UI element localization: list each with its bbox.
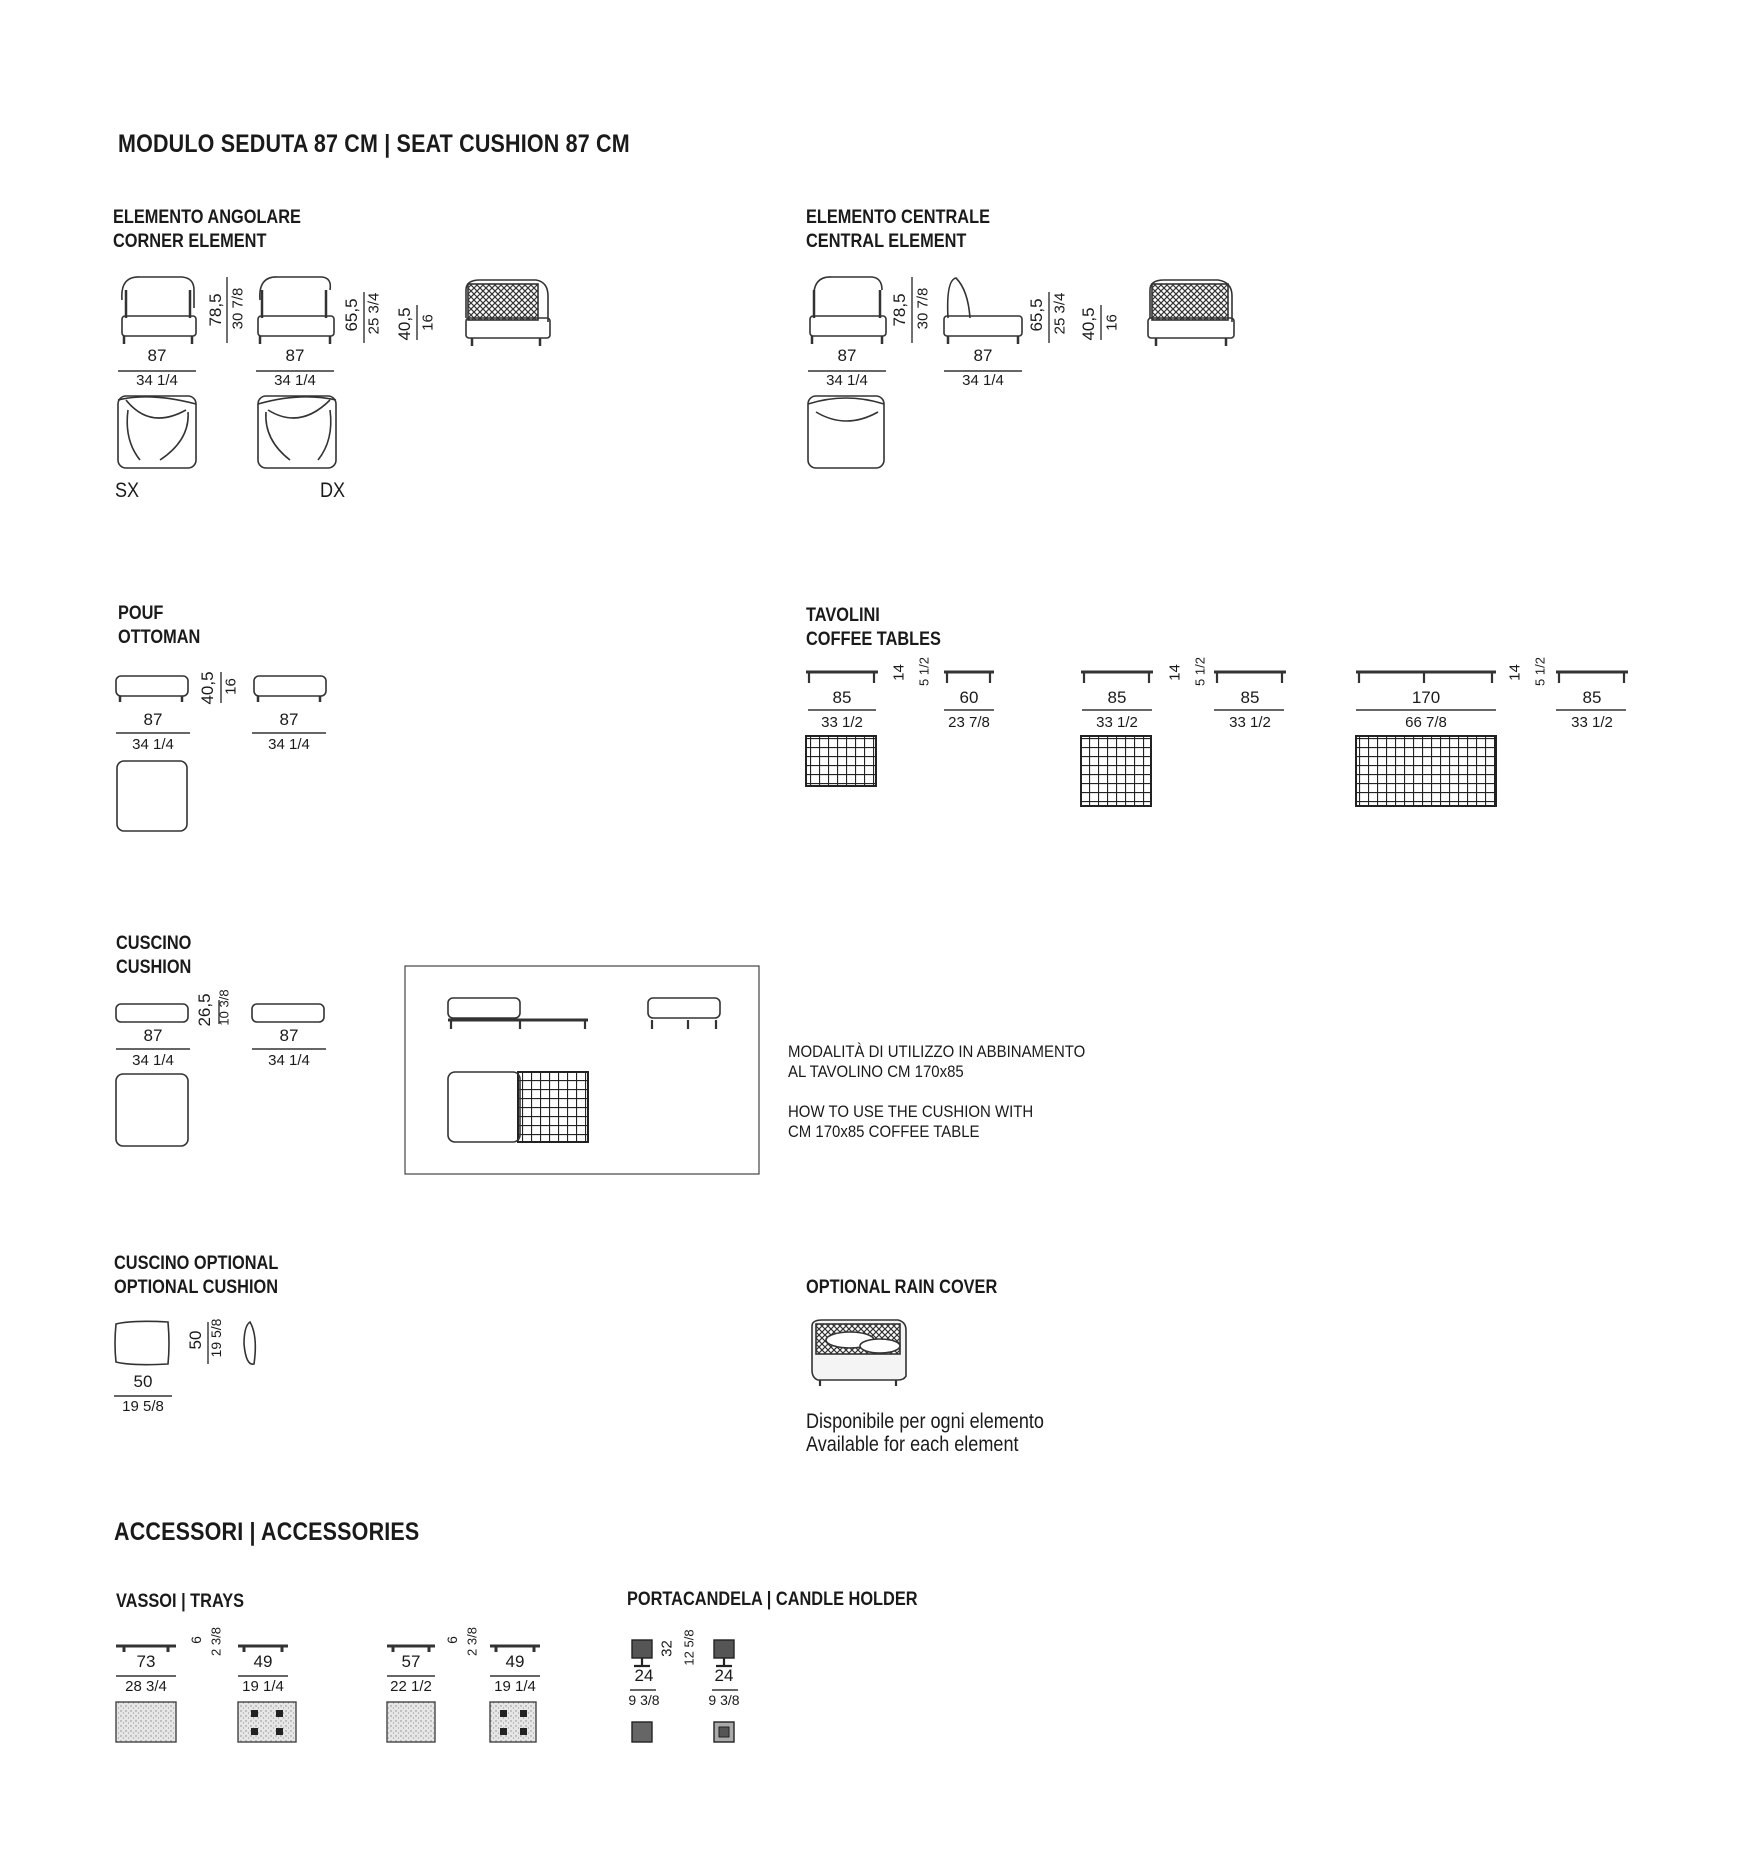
dim-table-w6: 85 (1582, 688, 1602, 707)
dim-pouf-w1: 87 (143, 710, 163, 729)
optional-cushion-side (244, 1322, 255, 1364)
candle-top-2 (714, 1722, 734, 1742)
rain-cover-heading: OPTIONAL RAIN COVER (806, 1277, 998, 1298)
dim-opt-h: 50 (186, 1330, 205, 1350)
dim-table-w2: 60 (959, 688, 979, 707)
dim-table-h-a: 14 (890, 664, 908, 681)
label-sx: SX (115, 479, 140, 502)
dim-central-w1: 87 (837, 346, 857, 365)
dim-tray-h-b: 6 (444, 1636, 460, 1644)
candle-holder-heading: PORTACANDELA | CANDLE HOLDER (627, 1589, 918, 1610)
dim-pouf-h: 40,5 (198, 671, 217, 705)
optional-cushion-heading: CUSCINO OPTIONAL OPTIONAL CUSHION (114, 1253, 279, 1298)
pouf-heading: POUF OTTOMAN (118, 603, 201, 648)
pouf-side-view (254, 676, 326, 702)
dim-candle-h: 32 (658, 1640, 676, 1657)
dim-central-h3: 40,5 (1079, 307, 1098, 341)
dim-table-w4-in: 33 1/2 (1229, 714, 1271, 731)
label-dx: DX (320, 479, 346, 502)
dim-central-h3-in: 16 (1103, 314, 1121, 331)
tables-heading: TAVOLINI COFFEE TABLES (806, 605, 941, 650)
dim-tray-h-a: 6 (188, 1636, 204, 1644)
dim-opt-w: 50 (133, 1372, 153, 1391)
dim-central-w1-in: 34 1/4 (826, 372, 868, 389)
cushion-side-view (252, 1004, 324, 1022)
dim-cushion-w2: 87 (279, 1026, 299, 1045)
tray-49-top (238, 1702, 296, 1742)
tray-73-top (116, 1702, 176, 1742)
tray-57-top (387, 1702, 435, 1742)
usage-top-cushion (448, 1072, 520, 1142)
dim-cushion-h: 26,5 (195, 993, 214, 1027)
dim-table-w5: 170 (1411, 688, 1441, 707)
dim-corner-h2: 65,5 (342, 298, 361, 332)
tray-49b-top (490, 1702, 536, 1742)
dim-pouf-w2: 87 (279, 710, 299, 729)
rain-cover-note: Disponibile per ogni elemento Available for each element (806, 1410, 1044, 1456)
dim-table-w4: 85 (1240, 688, 1260, 707)
dim-tray-w4: 49 (505, 1652, 525, 1671)
usage-top-table (518, 1072, 588, 1142)
dim-candle-w1-in: 9 3/8 (628, 1692, 660, 1708)
dim-table-w3-in: 33 1/2 (1096, 714, 1138, 731)
corner-heading: ELEMENTO ANGOLARE CORNER ELEMENT (113, 207, 301, 252)
dim-corner-w1-in: 34 1/4 (136, 372, 178, 389)
dim-central-h1-in: 30 7/8 (914, 287, 932, 330)
dim-tray-w2: 49 (253, 1652, 273, 1671)
dim-corner-h2-in: 25 3/4 (365, 292, 383, 335)
dim-corner-h1: 78,5 (206, 293, 225, 327)
dim-central-h1: 78,5 (890, 293, 909, 327)
dim-candle-w1: 24 (634, 1666, 654, 1685)
usage-side-combo-2 (648, 998, 720, 1029)
dim-cushion-w2-in: 34 1/4 (268, 1052, 310, 1069)
dim-table-w5-in: 66 7/8 (1405, 714, 1447, 731)
dim-central-w2-in: 34 1/4 (962, 372, 1004, 389)
dim-tray-w3-in: 22 1/2 (390, 1678, 432, 1695)
dim-table-h-a-in: 5 1/2 (916, 657, 932, 686)
accessories-heading: ACCESSORI | ACCESSORIES (114, 1518, 420, 1546)
dim-candle-w2-in: 9 3/8 (708, 1692, 740, 1708)
dim-corner-h3: 40,5 (395, 307, 414, 341)
table-60-side (944, 672, 994, 683)
dim-tray-h-b-in: 2 3/8 (464, 1627, 480, 1656)
dim-cushion-h-in: 10 3/8 (216, 989, 232, 1026)
dim-candle-h-in: 12 5/8 (681, 1629, 697, 1666)
dim-tray-w1-in: 28 3/4 (125, 1678, 167, 1695)
table-170-top (1356, 736, 1496, 806)
cushion-front-view (116, 1004, 188, 1022)
corner-front-view (122, 277, 196, 344)
central-top-view (808, 396, 884, 468)
central-front-view (810, 277, 886, 344)
pouf-top-view (117, 761, 187, 831)
table-85-top (806, 736, 876, 786)
corner-side-view (466, 280, 550, 346)
usage-side-combo (448, 998, 588, 1029)
dim-table-h-c: 14 (1506, 664, 1524, 681)
corner-top-view-dx (258, 396, 336, 468)
central-back-view (1148, 280, 1234, 346)
table-85c-side (1214, 672, 1286, 683)
dim-table-h-b: 14 (1166, 664, 1184, 681)
dim-table-w1-in: 33 1/2 (821, 714, 863, 731)
dim-corner-w1: 87 (147, 346, 167, 365)
dim-corner-h1-in: 30 7/8 (229, 287, 247, 330)
dim-table-w2-in: 23 7/8 (948, 714, 990, 731)
dim-tray-h-a-in: 2 3/8 (208, 1627, 224, 1656)
dim-tray-w4-in: 19 1/4 (494, 1678, 536, 1695)
cushion-top-view (116, 1074, 188, 1146)
trays-heading: VASSOI | TRAYS (116, 1591, 245, 1612)
central-side-view (944, 278, 1022, 344)
dim-tray-w1: 73 (136, 1652, 156, 1671)
table-85b-top (1081, 736, 1151, 806)
table-85d-side (1556, 672, 1628, 683)
candle-top-1 (632, 1722, 652, 1742)
dim-corner-w2: 87 (285, 346, 305, 365)
cushion-heading: CUSCINO CUSHION (116, 933, 192, 978)
page-title: MODULO SEDUTA 87 CM | SEAT CUSHION 87 CM (118, 130, 630, 158)
candle-side-1 (632, 1640, 652, 1666)
dim-central-w2: 87 (973, 346, 993, 365)
candle-side-2 (714, 1640, 734, 1666)
dim-cushion-w1-in: 34 1/4 (132, 1052, 174, 1069)
corner-top-view-sx (118, 396, 196, 468)
dim-cushion-w1: 87 (143, 1026, 163, 1045)
table-85-side (806, 672, 878, 683)
dim-tray-w2-in: 19 1/4 (242, 1678, 284, 1695)
pouf-front-view (116, 676, 188, 702)
dim-central-h2: 65,5 (1027, 298, 1046, 332)
table-170-side (1356, 672, 1496, 683)
dim-table-w1: 85 (832, 688, 852, 707)
table-85b-side (1081, 672, 1153, 683)
rain-cover-drawing (812, 1320, 906, 1386)
dim-corner-w2-in: 34 1/4 (274, 372, 316, 389)
dim-opt-h-in: 19 5/8 (208, 1318, 224, 1358)
usage-note: MODALITÀ DI UTILIZZO IN ABBINAMENTO AL TAVOLINO CM 170x85 HOW TO USE THE CUSHION WITH CM 170x85 COFFEE TABLE (788, 1042, 1086, 1141)
dim-central-h2-in: 25 3/4 (1051, 292, 1069, 335)
dim-pouf-w1-in: 34 1/4 (132, 736, 174, 753)
central-heading: ELEMENTO CENTRALE CENTRAL ELEMENT (806, 207, 990, 252)
optional-cushion-front (115, 1321, 169, 1364)
corner-front-view-2 (258, 277, 334, 344)
dim-table-w3: 85 (1107, 688, 1127, 707)
dim-candle-w2: 24 (714, 1666, 734, 1685)
dim-table-h-c-in: 5 1/2 (1532, 657, 1548, 686)
dim-corner-h3-in: 16 (419, 314, 437, 331)
dim-table-h-b-in: 5 1/2 (1192, 657, 1208, 686)
dim-pouf-w2-in: 34 1/4 (268, 736, 310, 753)
dim-pouf-h-in: 16 (222, 678, 240, 695)
dim-opt-w-in: 19 5/8 (122, 1398, 164, 1415)
dim-table-w6-in: 33 1/2 (1571, 714, 1613, 731)
dim-tray-w3: 57 (401, 1652, 421, 1671)
